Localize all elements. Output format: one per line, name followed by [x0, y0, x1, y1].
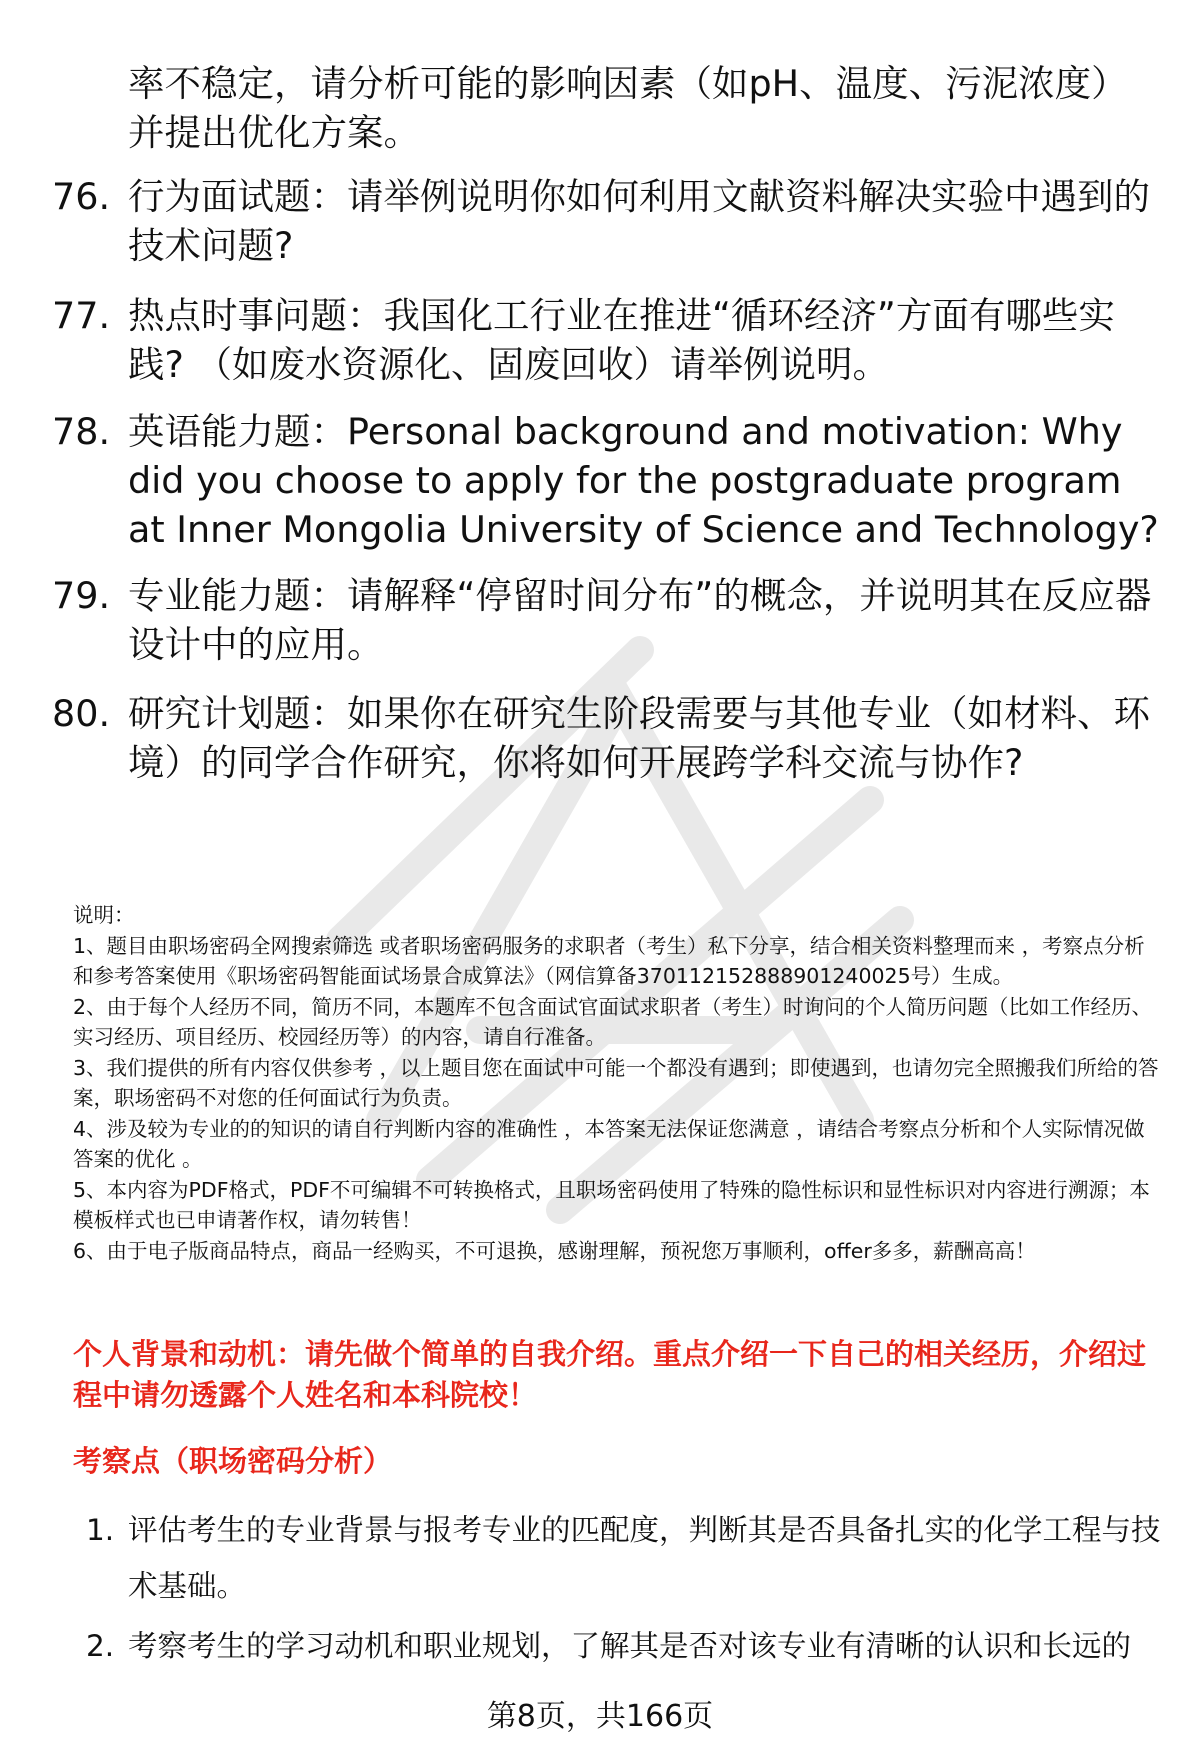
question-text: 行为面试题：请举例说明你如何利用文献资料解决实验中遇到的技术问题?	[128, 175, 1150, 267]
analysis-heading: 考察点（职场密码分析）	[73, 1444, 393, 1478]
notes-item: 1、题目由职场密码全网搜索筛选 或者职场密码服务的求职者（考生）私下分享，结合相关资料整理而来 ，考察点分析和参考答案使用《职场密码智能面试场景合成算法》（网信算备370112152888901240025号）生成。	[73, 933, 1145, 988]
analysis-point	[86, 1502, 1166, 1614]
question-text: 率不稳定，请分析可能的影响因素（如pH、温度、污泥浓度）并提出优化方案。	[128, 62, 1128, 154]
notes-item: 2、由于每个人经历不同，简历不同，本题库不包含面试官面试求职者（考生）时询问的个人简历问题（比如工作经历、实习经历、项目经历、校园经历等）的内容，请自行准备。	[73, 994, 1153, 1049]
analysis-point-number: 1.	[86, 1513, 115, 1547]
analysis-point-text: 评估考生的专业背景与报考专业的匹配度，判断其是否具备扎实的化学工程与技术基础。	[128, 1513, 1161, 1603]
analysis-point	[86, 1618, 1166, 1674]
notes-section	[73, 900, 1163, 1266]
question-number: 76.	[52, 175, 111, 218]
question-text: 研究计划题：如果你在研究生阶段需要与其他专业（如材料、环境）的同学合作研究，你将如何开展跨学科交流与协作?	[128, 692, 1150, 784]
question-78	[52, 407, 1162, 554]
question-number: 78.	[52, 410, 111, 453]
question-text: 英语能力题：Personal background and motivation: Why did you choose to apply for the postgraduate program at Inner Mongolia University of Science and Technology?	[128, 410, 1159, 551]
notes-item: 5、本内容为PDF格式，PDF不可编辑不可转换格式，且职场密码使用了特殊的隐性标识和显性标识对内容进行溯源；本模板样式也已申请著作权，请勿转售！	[73, 1177, 1150, 1232]
question-80	[52, 689, 1162, 787]
notes-item: 6、由于电子版商品特点，商品一经购买，不可退换，感谢理解，预祝您万事顺利，offer多多，薪酬高高！	[73, 1238, 1036, 1263]
analysis-point-number: 2.	[86, 1629, 115, 1663]
notes-item: 4、涉及较为专业的的知识的请自行判断内容的准确性 ，本答案无法保证您满意 ，请结合考察点分析和个人实际情况做答案的优化 。	[73, 1116, 1145, 1171]
page-footer: 第8页，共166页	[486, 1699, 714, 1734]
intro-question: 个人背景和动机：请先做个简单的自我介绍。重点介绍一下自己的相关经历，介绍过程中请勿透露个人姓名和本科院校！	[73, 1337, 1147, 1412]
question-75-continuation	[52, 59, 1162, 157]
notes-item: 3、我们提供的所有内容仅供参考 ，以上题目您在面试中可能一个都没有遇到；即使遇到，也请勿完全照搬我们所给的答案，职场密码不对您的任何面试行为负责。	[73, 1055, 1159, 1110]
notes-title: 说明：	[73, 903, 135, 927]
question-77	[52, 291, 1162, 389]
question-number: 79.	[52, 574, 111, 617]
question-number: 80.	[52, 692, 111, 735]
question-76	[52, 172, 1162, 270]
question-number: 77.	[52, 294, 111, 337]
question-text: 专业能力题：请解释“停留时间分布”的概念，并说明其在反应器设计中的应用。	[128, 574, 1152, 666]
question-79	[52, 571, 1162, 669]
analysis-point-text: 考察考生的学习动机和职业规划，了解其是否对该专业有清晰的认识和长远的	[128, 1629, 1132, 1663]
analysis-list	[86, 1502, 1166, 1678]
question-text: 热点时事问题：我国化工行业在推进“循环经济”方面有哪些实践? （如废水资源化、固废回收）请举例说明。	[128, 294, 1115, 386]
